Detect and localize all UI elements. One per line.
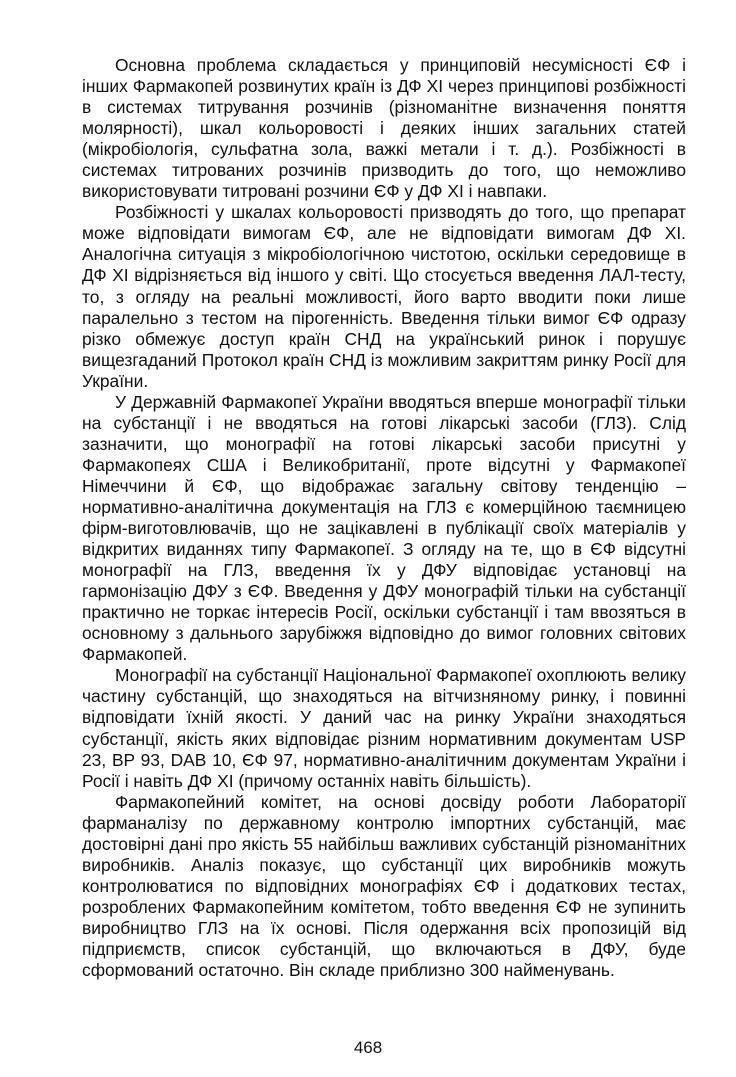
paragraph-3: У Державній Фармакопеї України вводяться вперше монографії тільки на субстанції і не вводяться на готові лікарські засоби (ГЛЗ). Слід зазначити, що монографії на готові лікарські засоби присутні у Фармакопеях США і Великобританії, проте відсутні у Фармакопеї Німеччини й ЄФ, що відображає загальну світову тенденцію – нормативно-аналітична документація на ГЛЗ є комерційною таємницею фірм-виготовлювачів, що не зацікавлені в публікації своїх матеріалів у відкритих виданнях типу Фармакопеї. З огляду на те, що в ЄФ відсутні монографії на ГЛЗ, введення їх у ДФУ відповідає установці на гармонізацію ДФУ з ЄФ. Введення у ДФУ монографій тільки на субстанції практично не торкає інтересів Росії, оскільки субстанції і там ввозяться в основному з дальнього зарубіжжя відповідно до вимог головних світових Фармакопей. bbox=[82, 391, 686, 665]
paragraph-1: Основна проблема складається у принциповій несумісності ЄФ і інших Фармакопей розвинутих країн із ДФ XI через принципові розбіжності в системах титрування розчинів (різноманітне визначення поняття молярності), шкал кольоровості і деяких інших загальних статей (мікробіологія, сульфатна зола, важкі метали і т. д.). Розбіжності в системах титрованих розчинів призводить до того, що неможливо використовувати титровані розчини ЄФ у ДФ XI і навпаки. bbox=[82, 55, 686, 202]
page-number: 468 bbox=[353, 1038, 383, 1057]
paragraph-2: Розбіжності у шкалах кольоровості призводять до того, що препарат може відповідати вимогам ЄФ, але не відповідати вимогам ДФ XI. Аналогічна ситуація з мікробіологічною чистотою, оскільки середовище в ДФ XI відрізняється від іншого у світі. Що стосується введення ЛАЛ-тесту, то, з огляду на реальні можливості, його варто вводити поки лише паралельно з тестом на пірогенність. Введення тільки вимог ЄФ одразу різко обмежує доступ країн СНД на український ринок і порушує вищезгаданий Протокол країн СНД із можливим закриттям ринку Росії для України. bbox=[82, 202, 686, 391]
body-text bbox=[82, 55, 686, 981]
paragraph-5: Фармакопейний комітет, на основі досвіду роботи Лабораторії фарманалізу по державному контролю імпортних субстанцій, має достовірні дані про якість 55 найбільш важливих субстанцій різноманітних виробників. Аналіз показує, що субстанції цих виробників можуть контролюватися по відповідних монографіях ЄФ і додаткових тестах, розроблених Фармакопейним комітетом, тобто введення ЄФ не зупинить виробництво ГЛЗ на їх основі. Після одержання всіх пропозицій від підприємств, список субстанцій, що включаються в ДФУ, буде сформований остаточно. Він складе приблизно 300 найменувань. bbox=[82, 791, 686, 981]
paragraph-4: Монографії на субстанції Національної Фармакопеї охоплюють велику частину субстанцій, що знаходяться на вітчизняному ринку, і повинні відповідати їхній якості. У даний час на ринку України знаходяться субстанції, якість яких відповідає різним нормативним документам USP 23, BP 93, DAB 10, ЄФ 97, нормативно-аналітичним документам України і Росії і навіть ДФ XI (причому останніх навіть більшість). bbox=[82, 665, 686, 791]
